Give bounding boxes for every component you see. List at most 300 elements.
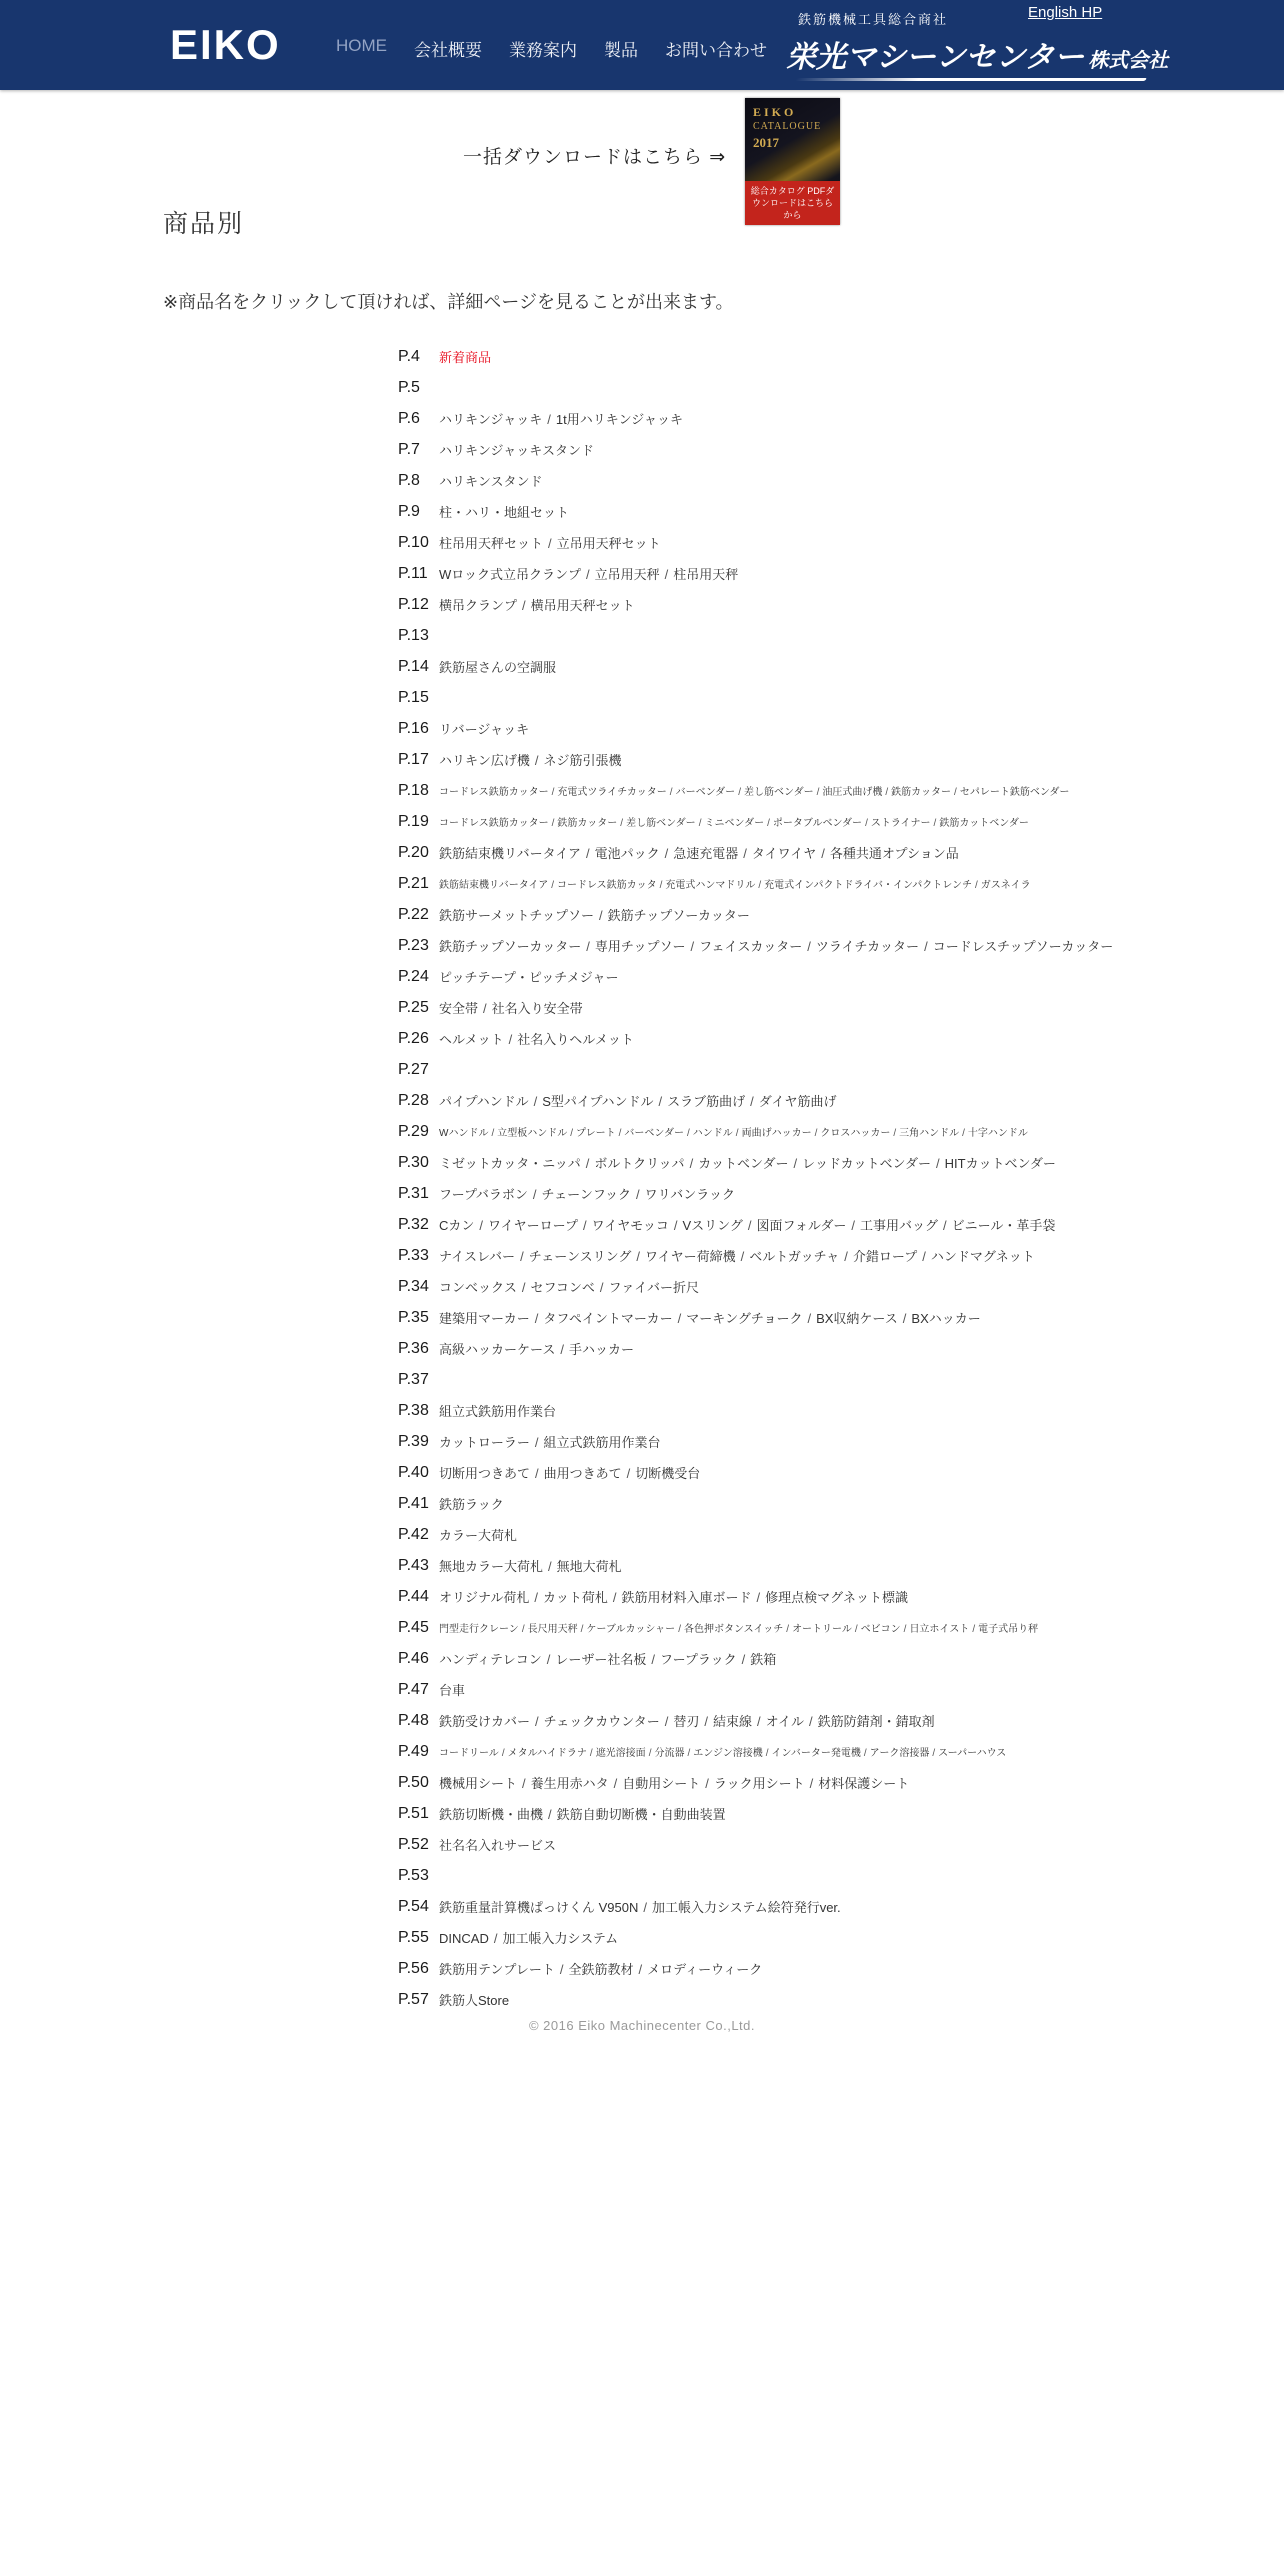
- product-link[interactable]: 充電式ツライチカッター: [557, 787, 667, 798]
- product-row-p43: [398, 1550, 1258, 1581]
- product-link[interactable]: カラー大荷札: [439, 1528, 518, 1543]
- page-number-link[interactable]: P.6: [398, 409, 420, 427]
- product-link[interactable]: コードレスチップソーカッター: [932, 939, 1114, 954]
- product-link[interactable]: コンベックス: [439, 1280, 517, 1295]
- product-link[interactable]: 電池パック: [594, 846, 660, 861]
- product-link[interactable]: ワイヤー荷締機: [645, 1249, 736, 1264]
- product-link[interactable]: 専用チップソー: [594, 939, 686, 954]
- product-link[interactable]: バーベンダー: [624, 1128, 685, 1139]
- product-link[interactable]: アーク溶接器: [869, 1748, 930, 1759]
- page-number-link[interactable]: P.32: [398, 1215, 429, 1233]
- nav-item-company[interactable]: 会社概要: [414, 41, 482, 60]
- product-link[interactable]: 鉄筋受けカバー: [439, 1714, 531, 1729]
- product-link[interactable]: 急速充電器: [673, 846, 739, 861]
- separator: /: [638, 1962, 643, 1977]
- product-link[interactable]: ハリキンスタンド: [439, 474, 543, 489]
- separator: /: [620, 818, 624, 829]
- page-number-link[interactable]: P.9: [398, 502, 420, 520]
- page-number-link[interactable]: P.4: [398, 347, 420, 365]
- product-link[interactable]: 工事用バッグ: [859, 1218, 938, 1233]
- product-link[interactable]: パイプハンドル: [439, 1094, 529, 1109]
- separator: /: [501, 1748, 505, 1759]
- product-row-p49: [398, 1736, 1258, 1767]
- product-link[interactable]: フープラック: [659, 1652, 737, 1667]
- product-link[interactable]: 鉄筋カッター: [891, 787, 952, 798]
- product-link[interactable]: 加工帳入力システム絵符発行ver.: [652, 1900, 841, 1915]
- separator: /: [599, 1280, 604, 1295]
- page-number-link[interactable]: P.44: [398, 1587, 429, 1605]
- product-link[interactable]: 鉄箱: [750, 1652, 777, 1667]
- product-link[interactable]: 高級ハッカーケース: [439, 1342, 556, 1357]
- product-link[interactable]: 鉄筋ラック: [439, 1497, 504, 1512]
- product-link[interactable]: ミニベンダー: [704, 818, 765, 829]
- product-link[interactable]: 三角ハンドル: [899, 1128, 960, 1139]
- page-number-link[interactable]: P.11: [398, 564, 428, 582]
- separator: /: [765, 1748, 769, 1759]
- product-link[interactable]: 新着商品: [439, 350, 492, 365]
- page-number-link[interactable]: P.57: [398, 1990, 429, 2008]
- page-number-link[interactable]: P.51: [398, 1804, 429, 1822]
- product-names: [439, 657, 556, 676]
- product-link[interactable]: 機械用シート: [439, 1776, 518, 1791]
- product-link[interactable]: 両曲げハッカー: [741, 1128, 812, 1139]
- product-link[interactable]: コードレス鉄筋カッター: [439, 787, 549, 798]
- product-link[interactable]: スーパーハウス: [938, 1748, 1007, 1759]
- separator: /: [559, 1962, 564, 1977]
- product-row-p29: [398, 1116, 1258, 1147]
- product-link[interactable]: 電子式吊り秤: [978, 1624, 1039, 1635]
- page-number-link[interactable]: P.14: [398, 657, 429, 675]
- product-names: [439, 564, 738, 583]
- product-link[interactable]: S型パイプハンドル: [542, 1094, 654, 1109]
- catalog-thumbnail[interactable]: [745, 98, 840, 225]
- product-row-p8: [398, 465, 1258, 496]
- product-link[interactable]: コードレス鉄筋カッタ: [556, 880, 657, 891]
- product-link[interactable]: コードレス鉄筋カッター: [439, 818, 549, 829]
- logo-swoosh-icon: [795, 78, 1147, 81]
- separator: /: [756, 1590, 761, 1605]
- separator: /: [626, 1466, 631, 1481]
- product-link[interactable]: 油圧式曲げ機: [822, 787, 883, 798]
- product-link[interactable]: 鉄筋重量計算機ぱっけくん V950N: [439, 1900, 639, 1915]
- product-row-p19: [398, 806, 1258, 837]
- separator: /: [943, 1218, 947, 1233]
- product-link[interactable]: 柱・ハリ・地組セット: [439, 505, 570, 520]
- page-number-link[interactable]: P.55: [398, 1928, 429, 1946]
- page-number-link[interactable]: P.38: [398, 1401, 429, 1419]
- product-link[interactable]: オリジナル荷札: [439, 1590, 530, 1605]
- product-row-p5: [398, 372, 1258, 403]
- product-link[interactable]: ダイヤ筋曲げ: [758, 1094, 837, 1109]
- product-link[interactable]: ビニール・革手袋: [951, 1218, 1056, 1233]
- product-link[interactable]: レーザー社名板: [555, 1652, 647, 1667]
- page-number-link[interactable]: P.31: [398, 1184, 429, 1202]
- product-row-p15: [398, 682, 1258, 713]
- product-link[interactable]: ミゼットカッタ・ニッパ: [439, 1156, 581, 1171]
- product-link[interactable]: 十字ハンドル: [967, 1128, 1028, 1139]
- separator: /: [821, 846, 825, 861]
- product-names: [439, 1339, 634, 1358]
- page-number-link[interactable]: P.8: [398, 471, 420, 489]
- product-link[interactable]: フェイスカッター: [699, 939, 803, 954]
- page-number-link[interactable]: P.35: [398, 1308, 429, 1326]
- page-number-link[interactable]: P.10: [398, 533, 429, 551]
- product-link[interactable]: 社名名入れサービス: [439, 1838, 557, 1853]
- product-link[interactable]: Wロック式立吊クランプ: [439, 567, 582, 582]
- product-names: [439, 471, 542, 490]
- product-link[interactable]: オイル: [765, 1714, 804, 1729]
- product-link[interactable]: ストライナー: [870, 818, 931, 829]
- product-link[interactable]: 図面フォルダー: [756, 1218, 847, 1233]
- product-link[interactable]: 1t用ハリキンジャッキ: [555, 412, 684, 427]
- product-link[interactable]: 組立式鉄筋用作業台: [543, 1435, 661, 1450]
- separator: /: [975, 880, 978, 891]
- product-link[interactable]: チェーンスリング: [528, 1249, 632, 1264]
- english-hp-link[interactable]: English HP: [1028, 4, 1103, 21]
- separator: /: [535, 1714, 539, 1729]
- product-link[interactable]: 鉄筋チップソーカッター: [607, 908, 750, 923]
- product-row-p47: [398, 1674, 1258, 1705]
- product-link[interactable]: 柱吊用天秤: [673, 567, 739, 582]
- page-number-link[interactable]: P.16: [398, 719, 429, 737]
- product-link[interactable]: 自動用シート: [622, 1776, 701, 1791]
- product-link[interactable]: ガスネイラ: [980, 880, 1031, 891]
- page-number-link[interactable]: P.12: [398, 595, 429, 613]
- product-link[interactable]: 介錯ロープ: [852, 1249, 918, 1264]
- product-link[interactable]: 分流器: [654, 1748, 685, 1759]
- product-names: [439, 1649, 776, 1668]
- product-link[interactable]: ハンドル: [692, 1128, 733, 1139]
- product-link[interactable]: 日立ホイスト: [909, 1624, 970, 1635]
- separator: /: [669, 787, 673, 798]
- separator: /: [548, 1807, 552, 1822]
- instruction-note: ※商品名をクリックして頂ければ、詳細ページを見ることが出来ます。: [163, 292, 734, 312]
- product-link[interactable]: 鉄筋切断機・曲機: [439, 1807, 544, 1822]
- product-link[interactable]: 充電式ハンマドリル: [665, 880, 756, 891]
- product-link[interactable]: 横吊用天秤セット: [530, 598, 635, 613]
- page-number-link[interactable]: P.21: [398, 874, 429, 892]
- product-link[interactable]: チェックカウンター: [543, 1714, 660, 1729]
- bulk-download-link[interactable]: 一括ダウンロードはこちら ⇒: [463, 147, 727, 168]
- page-number-link[interactable]: P.19: [398, 812, 429, 830]
- page-number-link[interactable]: P.43: [398, 1556, 429, 1574]
- product-names: [439, 967, 619, 986]
- product-link[interactable]: ツライチカッター: [815, 939, 920, 954]
- product-link[interactable]: ハリキン広げ機: [439, 753, 530, 768]
- product-names: [439, 1711, 935, 1730]
- product-row-p17: [398, 744, 1258, 775]
- page-number-link[interactable]: P.48: [398, 1711, 429, 1729]
- page-number-link[interactable]: P.49: [398, 1742, 429, 1760]
- product-link[interactable]: 門型走行クレーン: [439, 1624, 519, 1635]
- product-link[interactable]: 結束線: [713, 1714, 753, 1729]
- product-names: [439, 1308, 981, 1327]
- product-link[interactable]: 鉄筋サーメットチップソー: [439, 908, 594, 923]
- product-link[interactable]: 建築用マーカー: [439, 1311, 530, 1326]
- product-link[interactable]: 鉄筋用材料入庫ボード: [621, 1590, 752, 1605]
- product-link[interactable]: 鉄筋人Store: [439, 1993, 510, 2008]
- product-link[interactable]: ヘルメット: [439, 1032, 504, 1047]
- separator: /: [863, 1748, 867, 1759]
- product-link[interactable]: ボルトクリッパ: [594, 1156, 685, 1171]
- product-row-p51: [398, 1798, 1258, 1829]
- product-names: [439, 1091, 836, 1110]
- separator: /: [664, 567, 669, 582]
- catalog-brand: EIKO: [753, 105, 797, 119]
- product-link[interactable]: マーキングチョーク: [686, 1311, 803, 1326]
- product-link[interactable]: 切断用つきあて: [439, 1466, 531, 1481]
- product-link[interactable]: 社名入りヘルメット: [517, 1032, 634, 1047]
- product-link[interactable]: 材料保護シート: [818, 1776, 910, 1791]
- page-number-link[interactable]: P.34: [398, 1277, 429, 1295]
- page-number-link[interactable]: P.56: [398, 1959, 429, 1977]
- product-link[interactable]: 鉄筋結束機リバータイア: [439, 846, 581, 861]
- product-link[interactable]: ハンドマグネット: [930, 1249, 1035, 1264]
- product-link[interactable]: 鉄筋防錆剤・錆取剤: [817, 1714, 935, 1729]
- nav-item-products[interactable]: 製品: [604, 41, 638, 60]
- separator: /: [678, 1624, 681, 1635]
- page-number-link[interactable]: P.46: [398, 1649, 429, 1667]
- separator: /: [534, 1435, 539, 1450]
- product-names: [439, 998, 583, 1017]
- product-link[interactable]: ワイヤーロープ: [488, 1218, 578, 1233]
- product-row-p24: [398, 961, 1258, 992]
- page-number-link[interactable]: P.13: [398, 626, 429, 644]
- catalog-banner: 総合カタログ PDFダウンロードはこちらから: [745, 181, 840, 225]
- product-link[interactable]: タイワイヤ: [751, 846, 817, 861]
- product-row-p50: [398, 1767, 1258, 1798]
- product-link[interactable]: カット荷札: [542, 1590, 608, 1605]
- product-link[interactable]: ポータブルベンダー: [772, 818, 863, 829]
- nav-item-home[interactable]: HOME: [336, 36, 387, 55]
- product-link[interactable]: クロスハッカー: [820, 1128, 891, 1139]
- product-link[interactable]: 無地カラー大荷札: [439, 1559, 544, 1574]
- product-link[interactable]: 切断機受台: [635, 1466, 701, 1481]
- product-link[interactable]: タフペイントマーカー: [543, 1311, 673, 1326]
- product-row-p18: [398, 775, 1258, 806]
- product-link[interactable]: 養生用赤ハタ: [530, 1776, 609, 1791]
- product-link[interactable]: 鉄筋カッター: [557, 818, 618, 829]
- separator: /: [521, 1624, 525, 1635]
- product-link[interactable]: バーベンダー: [675, 787, 736, 798]
- product-names: [439, 905, 750, 924]
- product-link[interactable]: インバーター発電機: [771, 1748, 861, 1759]
- page-number-link[interactable]: P.50: [398, 1773, 429, 1791]
- product-names: [439, 1773, 909, 1792]
- product-link[interactable]: ネジ筋引張機: [543, 753, 622, 768]
- product-link[interactable]: 立型板ハンドル: [497, 1128, 568, 1139]
- product-link[interactable]: 組立式鉄筋用作業台: [439, 1404, 557, 1419]
- product-link[interactable]: DINCAD: [439, 1931, 489, 1946]
- product-list: [398, 341, 1258, 2015]
- product-link[interactable]: 修理点検マグネット標識: [765, 1590, 908, 1605]
- page-number-link[interactable]: P.33: [398, 1246, 429, 1264]
- product-row-p26: [398, 1023, 1258, 1054]
- product-link[interactable]: 充電式インパクトドライバ・インパクトレンチ: [764, 880, 973, 891]
- product-link[interactable]: 各色押ボタンスイッチ: [683, 1624, 784, 1635]
- company-logo[interactable]: [786, 32, 1168, 76]
- product-link[interactable]: ハンディテレコン: [439, 1652, 542, 1667]
- page-number-link[interactable]: P.28: [398, 1091, 429, 1109]
- page-number-link[interactable]: P.36: [398, 1339, 429, 1357]
- product-link[interactable]: 鉄筋結束機リバータイア: [439, 880, 549, 891]
- product-link[interactable]: チェーンフック: [541, 1187, 631, 1202]
- product-row-p55: [398, 1922, 1258, 1953]
- product-link[interactable]: 鉄筋屋さんの空調服: [439, 660, 557, 675]
- product-link[interactable]: ワリバンラック: [644, 1187, 735, 1202]
- product-link[interactable]: プレート: [576, 1128, 616, 1139]
- product-link[interactable]: 替刃: [673, 1714, 700, 1729]
- product-link[interactable]: Cカン: [439, 1218, 475, 1233]
- nav-item-services[interactable]: 業務案内: [509, 41, 577, 60]
- page-number-link[interactable]: P.18: [398, 781, 429, 799]
- page-number-link[interactable]: P.41: [398, 1494, 429, 1512]
- page-number-link[interactable]: P.26: [398, 1029, 429, 1047]
- product-row-p31: [398, 1178, 1258, 1209]
- product-link[interactable]: コードリール: [439, 1748, 499, 1759]
- separator: /: [664, 1714, 669, 1729]
- product-link[interactable]: ハリキンジャッキ: [439, 412, 543, 427]
- product-link[interactable]: セパレート鉄筋ベンダー: [959, 787, 1070, 798]
- site-logo[interactable]: EIKO: [170, 21, 281, 68]
- product-link[interactable]: BX収納ケース: [816, 1311, 898, 1326]
- separator: /: [636, 1249, 641, 1264]
- separator: /: [705, 1776, 709, 1791]
- product-link[interactable]: BXハッカー: [911, 1311, 981, 1326]
- separator: /: [933, 818, 937, 829]
- product-link[interactable]: スラブ筋曲げ: [667, 1094, 746, 1109]
- product-link[interactable]: 鉄筋用テンプレート: [439, 1962, 555, 1977]
- product-link[interactable]: ピッチテープ・ピッチメジャー: [439, 970, 619, 985]
- separator: /: [757, 1714, 761, 1729]
- page-number-link[interactable]: P.52: [398, 1835, 429, 1853]
- main-nav: [336, 36, 767, 61]
- page-number-link[interactable]: P.30: [398, 1153, 429, 1171]
- product-link[interactable]: カットローラー: [439, 1435, 530, 1450]
- separator: /: [747, 1218, 752, 1233]
- product-link[interactable]: 全鉄筋教材: [568, 1962, 634, 1977]
- product-names: [439, 1680, 465, 1699]
- product-link[interactable]: 柱吊用天秤セット: [439, 536, 544, 551]
- page-number-link[interactable]: P.40: [398, 1463, 429, 1481]
- page-number-link[interactable]: P.5: [398, 378, 420, 396]
- product-link[interactable]: ワイヤモッコ: [591, 1218, 669, 1233]
- product-link[interactable]: 横吊クランプ: [439, 598, 518, 613]
- page-number-link[interactable]: P.23: [398, 936, 429, 954]
- separator: /: [532, 1187, 537, 1202]
- product-link[interactable]: ナイスレバー: [439, 1249, 516, 1264]
- product-link[interactable]: 社名入り安全帯: [491, 1001, 583, 1016]
- product-link[interactable]: リバージャッキ: [439, 722, 530, 737]
- product-link[interactable]: レッドカットベンダー: [802, 1156, 932, 1171]
- page-number-link[interactable]: P.20: [398, 843, 429, 861]
- product-link[interactable]: Wハンドル: [439, 1128, 489, 1139]
- product-link[interactable]: 無地大荷札: [556, 1559, 622, 1574]
- separator: /: [807, 1311, 812, 1326]
- product-names: [439, 1215, 1055, 1234]
- page-number-link[interactable]: P.53: [398, 1866, 429, 1884]
- product-link[interactable]: 安全帯: [439, 1001, 479, 1016]
- product-row-p39: [398, 1426, 1258, 1457]
- page-number-link[interactable]: P.22: [398, 905, 429, 923]
- product-row-p4: [398, 341, 1258, 372]
- product-link[interactable]: ベルトガッチャ: [749, 1249, 840, 1264]
- product-link[interactable]: 立吊用天秤セット: [556, 536, 661, 551]
- separator: /: [598, 908, 603, 923]
- product-link[interactable]: 鉄筋自動切断機・自動曲装置: [556, 1807, 726, 1822]
- product-link[interactable]: Vスリング: [682, 1218, 743, 1233]
- page-number-link[interactable]: P.42: [398, 1525, 429, 1543]
- separator: /: [585, 1156, 590, 1171]
- product-link[interactable]: 長尺用天秤: [527, 1624, 578, 1635]
- product-link[interactable]: 加工帳入力システム: [502, 1931, 619, 1946]
- page-number-link[interactable]: P.27: [398, 1060, 429, 1078]
- page-number-link[interactable]: P.37: [398, 1370, 429, 1388]
- page-number-link[interactable]: P.39: [398, 1432, 429, 1450]
- separator: /: [570, 1128, 574, 1139]
- page-title: 商品別: [163, 210, 245, 238]
- page-number-link[interactable]: P.25: [398, 998, 429, 1016]
- separator: /: [664, 846, 669, 861]
- product-link[interactable]: カットベンダー: [698, 1156, 789, 1171]
- product-link[interactable]: ファイバー折尺: [608, 1280, 699, 1295]
- product-link[interactable]: フープバラボン: [439, 1187, 528, 1202]
- product-link[interactable]: 台車: [439, 1683, 466, 1698]
- product-names: [439, 1494, 504, 1513]
- product-row-p20: [398, 837, 1258, 868]
- product-link[interactable]: エンジン溶接機: [693, 1748, 763, 1759]
- product-link[interactable]: 立吊用天秤: [594, 567, 660, 582]
- product-link[interactable]: メタルハイドラナ: [507, 1748, 587, 1759]
- page-number-link[interactable]: P.47: [398, 1680, 429, 1698]
- page-number-link[interactable]: P.54: [398, 1897, 429, 1915]
- product-names: [439, 409, 683, 428]
- company-suffix: 株式会社: [1088, 50, 1169, 72]
- product-link[interactable]: 曲用つきあて: [543, 1466, 622, 1481]
- product-link[interactable]: 差し筋ベンダー: [626, 818, 696, 829]
- product-link[interactable]: 鉄筋カットベンダー: [939, 818, 1029, 829]
- product-link[interactable]: ハリキンジャッキスタンド: [439, 443, 595, 458]
- product-link[interactable]: ラック用シート: [713, 1776, 805, 1791]
- separator: /: [922, 1249, 926, 1264]
- page-number-link[interactable]: P.29: [398, 1122, 429, 1140]
- product-link[interactable]: 各種共通オプション品: [829, 846, 959, 861]
- page-number-link[interactable]: P.7: [398, 440, 420, 458]
- product-link[interactable]: ベビコン: [860, 1624, 901, 1635]
- product-names: [439, 1463, 700, 1482]
- page-number-link[interactable]: P.17: [398, 750, 429, 768]
- product-names: [439, 1897, 841, 1916]
- separator: /: [809, 1714, 813, 1729]
- product-link[interactable]: HITカットベンダー: [944, 1156, 1056, 1171]
- product-link[interactable]: ケーブルカッシャー: [586, 1624, 676, 1635]
- page-number-link[interactable]: P.15: [398, 688, 429, 706]
- product-link[interactable]: 鉄筋チップソーカッター: [439, 939, 582, 954]
- product-names: [439, 936, 1113, 955]
- product-link[interactable]: 遮光溶接面: [595, 1748, 646, 1759]
- page-number-link[interactable]: P.24: [398, 967, 429, 985]
- product-link[interactable]: セフコンベ: [530, 1280, 595, 1295]
- product-link[interactable]: 差し筋ベンダー: [743, 787, 814, 798]
- separator: /: [924, 939, 928, 954]
- product-link[interactable]: 手ハッカー: [568, 1342, 634, 1357]
- separator: /: [547, 412, 551, 427]
- product-link[interactable]: メロディーウィーク: [647, 1962, 763, 1977]
- separator: /: [521, 1280, 526, 1295]
- product-link[interactable]: オートリール: [792, 1624, 852, 1635]
- nav-item-contact[interactable]: お問い合わせ: [665, 41, 767, 60]
- page-number-link[interactable]: P.45: [398, 1618, 429, 1636]
